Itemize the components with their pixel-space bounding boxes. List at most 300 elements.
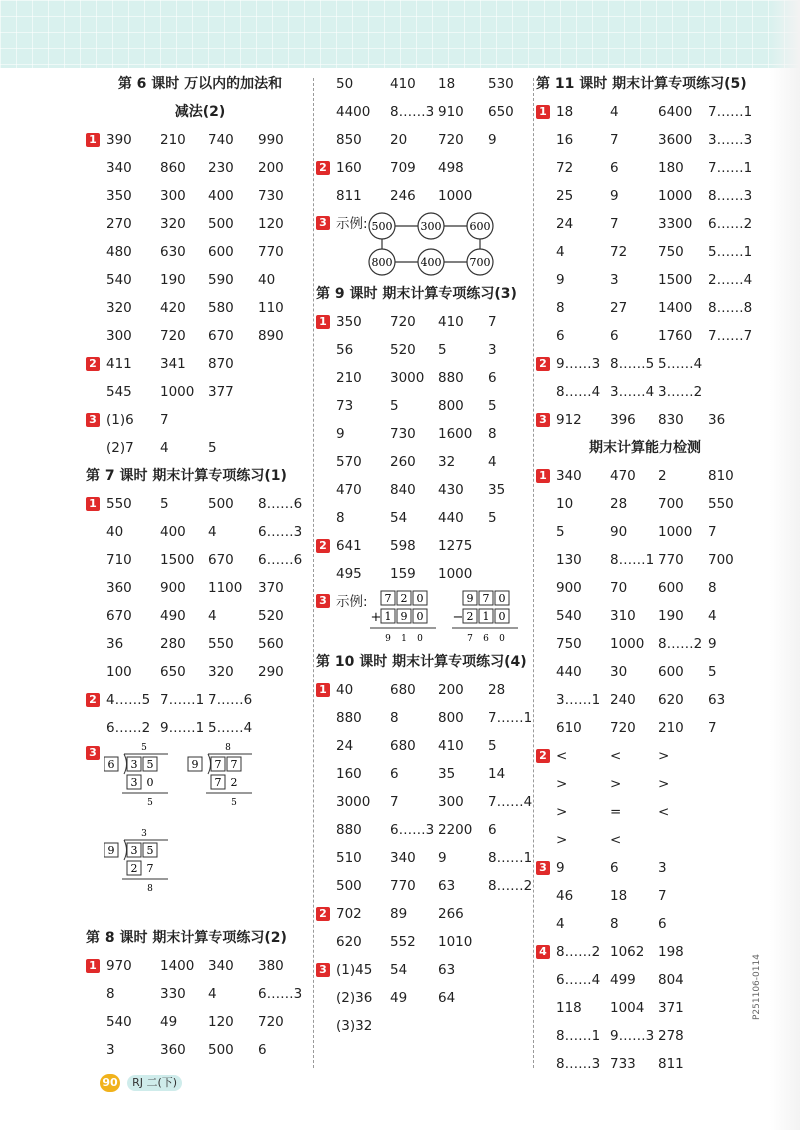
answer-cell: 54 (390, 962, 408, 978)
vertical-calculations (366, 588, 536, 648)
answer-cell: 7……7 (708, 328, 753, 344)
answer-cell: 1500 (160, 552, 195, 568)
answer-cell: 24 (336, 738, 354, 754)
answer-cell: 720 (438, 132, 464, 148)
answer-cell: 120 (258, 216, 284, 232)
answer-row (316, 732, 534, 760)
answer-cell: 500 (208, 1042, 234, 1058)
answer-cell: 160 (336, 160, 362, 176)
answer-cell: 300 (106, 328, 132, 344)
answer-cell: 710 (106, 552, 132, 568)
answer-cell: 912 (556, 412, 582, 428)
answer-cell: > (556, 832, 568, 848)
answer-cell: 5 (488, 738, 497, 754)
answer-cell: 64 (438, 990, 456, 1006)
answer-cell: 180 (658, 160, 684, 176)
answers-block (86, 924, 314, 1064)
answer-row (86, 266, 314, 294)
answer-cell: 5……4 (208, 720, 253, 736)
answer-cell: 8……2 (556, 944, 601, 960)
answer-cell: 811 (658, 1056, 684, 1072)
answer-cell: 545 (106, 384, 132, 400)
answers-block (316, 70, 534, 210)
answer-row (316, 476, 534, 504)
answer-row (536, 882, 754, 910)
answer-cell: 610 (556, 720, 582, 736)
answer-cell: 730 (258, 188, 284, 204)
answer-cell: 6……4 (556, 972, 601, 988)
question-badge: 4 (536, 945, 550, 959)
answer-cell: 770 (658, 552, 684, 568)
answer-cell: 8……3 (556, 1056, 601, 1072)
circle-value: 500 (371, 220, 393, 233)
answer-row (86, 1036, 314, 1064)
answer-cell: 709 (390, 160, 416, 176)
answer-cell: 360 (160, 1042, 186, 1058)
answer-cell: 360 (106, 580, 132, 596)
result-digit: 0 (499, 634, 505, 644)
circle-value: 600 (469, 220, 491, 233)
answer-cell: 8……4 (556, 384, 601, 400)
digit: 0 (498, 610, 506, 623)
answer-cell: 860 (160, 160, 186, 176)
answer-cell: < (658, 804, 670, 820)
answer-row (86, 714, 314, 742)
answer-cell: 670 (106, 608, 132, 624)
answer-cell: 72 (610, 244, 628, 260)
answer-row (536, 1050, 754, 1078)
answer-cell: 5……4 (658, 356, 703, 372)
question-badge: 1 (86, 497, 100, 511)
answer-cell: 910 (438, 104, 464, 120)
answer-cell: 2……4 (708, 272, 753, 288)
long-division-figures (104, 742, 304, 924)
remainder-digit: 8 (147, 884, 153, 894)
answer-row (536, 854, 754, 882)
answer-row (86, 294, 314, 322)
answer-cell: 118 (556, 1000, 582, 1016)
answer-cell: 6……6 (258, 552, 303, 568)
answer-cell: 3300 (658, 216, 693, 232)
answer-cell: 1400 (160, 958, 195, 974)
answer-cell: 3000 (390, 370, 425, 386)
result-digit: 6 (483, 634, 489, 644)
page-number: 90 (100, 1074, 120, 1092)
answer-cell: 1000 (438, 188, 473, 204)
answers-block (536, 70, 754, 1078)
answer-row (536, 742, 754, 770)
answer-cell: 540 (106, 272, 132, 288)
answer-cell: 9 (556, 860, 565, 876)
dividend-digit: 7 (230, 758, 238, 771)
answer-row (536, 770, 754, 798)
dividend-digit: 5 (146, 758, 154, 771)
answer-cell: 880 (438, 370, 464, 386)
answer-cell: < (556, 748, 568, 764)
page-footer (100, 1072, 182, 1090)
answer-cell: 40 (258, 272, 276, 288)
circle-value: 300 (420, 220, 442, 233)
answer-cell: 970 (106, 958, 132, 974)
answer-row (316, 872, 534, 900)
answer-cell: 28 (488, 682, 506, 698)
lesson-heading: 第 7 课时 期末计算专项练习(1) (86, 468, 287, 484)
answer-cell: 198 (658, 944, 684, 960)
division-examples (86, 742, 314, 924)
answer-row (536, 966, 754, 994)
answer-cell: 7 (658, 888, 667, 904)
answer-row (316, 98, 534, 126)
answer-row (536, 126, 754, 154)
answer-cell: 246 (390, 188, 416, 204)
divisor-digit: 6 (107, 758, 115, 771)
answer-cell: 3 (488, 342, 497, 358)
answer-cell: 46 (556, 888, 574, 904)
answer-cell: 5 (160, 496, 169, 512)
answer-row (86, 154, 314, 182)
answer-cell: 1000 (658, 188, 693, 204)
answer-cell: 9 (336, 426, 345, 442)
circle-value: 700 (469, 256, 491, 269)
answer-row (86, 406, 314, 434)
lesson-heading: 第 9 课时 期末计算专项练习(3) (316, 286, 517, 302)
answer-cell: 2 (658, 468, 667, 484)
answer-cell: 25 (556, 188, 574, 204)
answer-cell: 8 (708, 580, 717, 596)
answer-cell: 210 (658, 720, 684, 736)
page-edge-shade (770, 0, 800, 1130)
column-1 (86, 70, 314, 1064)
answer-cell: 1000 (610, 636, 645, 652)
answer-cell: > (556, 804, 568, 820)
answer-cell: 8 (488, 426, 497, 442)
question-badge: 3 (536, 413, 550, 427)
answer-cell: 8……2 (488, 878, 533, 894)
answer-row (316, 1012, 534, 1040)
answer-cell: 6 (610, 328, 619, 344)
answer-cell: 590 (208, 272, 234, 288)
answer-cell: 440 (556, 664, 582, 680)
answer-cell: 540 (556, 608, 582, 624)
answer-cell: 430 (438, 482, 464, 498)
answer-cell: 35 (438, 766, 456, 782)
answer-cell: 32 (438, 454, 456, 470)
question-badge: 2 (316, 539, 330, 553)
answer-row (536, 462, 754, 490)
answer-cell: 330 (160, 986, 186, 1002)
answer-cell: 811 (336, 188, 362, 204)
lesson-heading: 第 11 课时 期末计算专项练习(5) (536, 76, 747, 92)
answer-cell: 30 (610, 664, 628, 680)
answer-row (86, 490, 314, 518)
answer-row (316, 70, 534, 98)
answer-cell: 3 (106, 1042, 115, 1058)
answer-row (316, 560, 534, 588)
answer-cell: 3 (658, 860, 667, 876)
answer-cell: 470 (336, 482, 362, 498)
answer-cell: 8……3 (390, 104, 435, 120)
answer-cell: 27 (610, 300, 628, 316)
answer-cell: 3……2 (658, 384, 703, 400)
answer-cell: 550 (708, 496, 734, 512)
answer-row (316, 844, 534, 872)
answer-cell: 290 (258, 664, 284, 680)
question-badge: 3 (86, 413, 100, 427)
question-badge: 1 (316, 315, 330, 329)
answer-row (316, 704, 534, 732)
question-badge: 3 (316, 594, 330, 608)
answer-row (536, 294, 754, 322)
question-badge: 3 (86, 746, 100, 760)
answer-cell: 4 (708, 608, 717, 624)
answer-row (86, 434, 314, 462)
answer-row (86, 182, 314, 210)
answer-cell: 804 (658, 972, 684, 988)
digit: 7 (384, 592, 392, 605)
answer-cell: 520 (258, 608, 284, 624)
answer-cell: 800 (438, 710, 464, 726)
answer-cell: 350 (336, 314, 362, 330)
answer-cell: (3)32 (336, 1018, 373, 1034)
answer-cell: 9 (438, 850, 447, 866)
answer-row (316, 308, 534, 336)
quotient-digit: 8 (225, 743, 231, 753)
answer-row (86, 630, 314, 658)
digit: 9 (466, 592, 474, 605)
dividend-digit: 3 (130, 844, 138, 857)
answer-cell: 600 (658, 664, 684, 680)
answer-cell: 7 (708, 524, 717, 540)
answer-row (316, 760, 534, 788)
answer-cell: 159 (390, 566, 416, 582)
answer-cell: 3……4 (610, 384, 655, 400)
answer-cell: 390 (106, 132, 132, 148)
answer-cell: 498 (438, 160, 464, 176)
answer-cell: 880 (336, 822, 362, 838)
answer-cell: 4 (556, 916, 565, 932)
answer-row (86, 378, 314, 406)
answer-cell: 190 (658, 608, 684, 624)
answer-cell: 3 (610, 272, 619, 288)
answer-cell: 598 (390, 538, 416, 554)
question-badge: 1 (316, 683, 330, 697)
answer-cell: (1)6 (106, 412, 134, 428)
answer-cell: 371 (658, 1000, 684, 1016)
answer-row (86, 210, 314, 238)
answer-cell: 7……1 (160, 692, 205, 708)
lesson-heading: 第 8 课时 期末计算专项练习(2) (86, 930, 287, 946)
answer-cell: 50 (336, 76, 354, 92)
answer-cell: 1100 (208, 580, 243, 596)
answer-row (316, 364, 534, 392)
answer-cell: = (610, 804, 622, 820)
answer-cell: 810 (708, 468, 734, 484)
answer-cell: 540 (106, 1014, 132, 1030)
answer-row (316, 336, 534, 364)
answer-cell: 341 (160, 356, 186, 372)
question-badge: 2 (536, 749, 550, 763)
answer-row (536, 826, 754, 854)
answer-cell: 650 (160, 664, 186, 680)
answer-cell: 16 (556, 132, 574, 148)
dividend-digit: 3 (130, 758, 138, 771)
digit: 0 (498, 592, 506, 605)
answer-cell: 990 (258, 132, 284, 148)
answer-cell: 495 (336, 566, 362, 582)
example-label: 示例: (336, 216, 368, 232)
answer-cell: 396 (610, 412, 636, 428)
answer-row (536, 994, 754, 1022)
answer-row (536, 630, 754, 658)
answer-cell: 8 (610, 916, 619, 932)
answer-cell: 160 (336, 766, 362, 782)
answer-cell: 70 (610, 580, 628, 596)
answer-cell: 18 (556, 104, 574, 120)
answer-cell: 4……5 (106, 692, 151, 708)
answer-cell: 1010 (438, 934, 473, 950)
answer-cell: 800 (438, 398, 464, 414)
answer-cell: 4 (556, 244, 565, 260)
answer-cell: 720 (390, 314, 416, 330)
answer-row (536, 322, 754, 350)
answer-row (536, 406, 754, 434)
answer-cell: 320 (106, 300, 132, 316)
answer-cell: 1000 (438, 566, 473, 582)
answer-row (316, 126, 534, 154)
answer-cell: 410 (438, 314, 464, 330)
answer-row (536, 154, 754, 182)
answer-cell: 266 (438, 906, 464, 922)
lesson-heading: 期末计算能力检测 (589, 440, 701, 456)
answer-row (536, 1022, 754, 1050)
answer-cell: 28 (610, 496, 628, 512)
answer-cell: 300 (160, 188, 186, 204)
answer-cell: 90 (610, 524, 628, 540)
answer-cell: 4 (208, 524, 217, 540)
answer-cell: 6 (556, 328, 565, 344)
answer-cell: 8 (106, 986, 115, 1002)
answer-cell: 700 (658, 496, 684, 512)
answer-cell: 49 (390, 990, 408, 1006)
answer-cell: 40 (106, 524, 124, 540)
digit: 2 (466, 610, 474, 623)
answer-cell: 1400 (658, 300, 693, 316)
answer-cell: 6 (390, 766, 399, 782)
answer-cell: 7 (610, 216, 619, 232)
answer-cell: 400 (208, 188, 234, 204)
answer-row (316, 816, 534, 844)
answer-cell: 280 (160, 636, 186, 652)
answer-cell: 6 (258, 1042, 267, 1058)
answer-cell: 550 (208, 636, 234, 652)
answer-cell: 9 (556, 272, 565, 288)
answer-cell: 5 (556, 524, 565, 540)
answer-cell: 733 (610, 1056, 636, 1072)
answer-cell: 89 (390, 906, 408, 922)
answer-cell: 36 (708, 412, 726, 428)
answer-cell: 320 (208, 664, 234, 680)
circle-value: 800 (371, 256, 393, 269)
answer-cell: 9……3 (556, 356, 601, 372)
answer-cell: 340 (208, 958, 234, 974)
answer-cell: > (658, 776, 670, 792)
answer-cell: 880 (336, 710, 362, 726)
answer-cell: 620 (658, 692, 684, 708)
question-badge: 2 (536, 357, 550, 371)
division-bracket (208, 754, 211, 774)
remainder-digit: 5 (231, 798, 237, 808)
answer-cell: 702 (336, 906, 362, 922)
answer-row (316, 448, 534, 476)
answer-cell: (2)36 (336, 990, 373, 1006)
question-badge: 1 (86, 133, 100, 147)
circle-example (316, 210, 534, 280)
answer-cell: 230 (208, 160, 234, 176)
answer-cell: 1000 (658, 524, 693, 540)
answer-cell: 1004 (610, 1000, 645, 1016)
answer-row (536, 714, 754, 742)
answer-cell: 4 (610, 104, 619, 120)
answer-row (316, 420, 534, 448)
answers-block (316, 648, 534, 1040)
answer-cell: 490 (160, 608, 186, 624)
answer-row (536, 686, 754, 714)
answer-row (316, 154, 534, 182)
answer-cell: 890 (258, 328, 284, 344)
answer-row (536, 350, 754, 378)
answer-cell: 8……2 (658, 636, 703, 652)
answer-row (86, 1008, 314, 1036)
question-badge: 2 (86, 357, 100, 371)
answer-row (86, 686, 314, 714)
answer-cell: 18 (610, 888, 628, 904)
answer-cell: 63 (438, 962, 456, 978)
answer-cell: 1062 (610, 944, 645, 960)
answer-cell: 200 (258, 160, 284, 176)
divisor-digit: 9 (107, 844, 115, 857)
answer-cell: 5 (708, 664, 717, 680)
answer-cell: 8……6 (258, 496, 303, 512)
answer-cell: 73 (336, 398, 354, 414)
answer-cell: 6 (488, 370, 497, 386)
product-digit: 3 (130, 776, 138, 789)
answer-cell: 4 (208, 608, 217, 624)
answer-cell: 100 (106, 664, 132, 680)
answer-cell: 750 (556, 636, 582, 652)
digit: 0 (416, 610, 424, 623)
answer-cell: 630 (160, 244, 186, 260)
product-digit: 2 (230, 776, 238, 789)
answer-row (86, 658, 314, 686)
answer-row (86, 350, 314, 378)
column-3 (536, 70, 754, 1078)
question-badge: 3 (316, 216, 330, 230)
quotient-digit: 5 (141, 743, 147, 753)
answer-cell: 130 (556, 552, 582, 568)
answer-cell: 1500 (658, 272, 693, 288)
vertical-calc-example (316, 588, 534, 648)
answer-cell: (1)45 (336, 962, 373, 978)
answer-cell: 40 (336, 682, 354, 698)
answer-cell: 190 (160, 272, 186, 288)
answer-cell: 499 (610, 972, 636, 988)
answer-cell: 340 (106, 160, 132, 176)
answer-row (536, 658, 754, 686)
answer-cell: 520 (390, 342, 416, 358)
answer-cell: 24 (556, 216, 574, 232)
answer-cell: 5 (438, 342, 447, 358)
answer-cell: 900 (556, 580, 582, 596)
